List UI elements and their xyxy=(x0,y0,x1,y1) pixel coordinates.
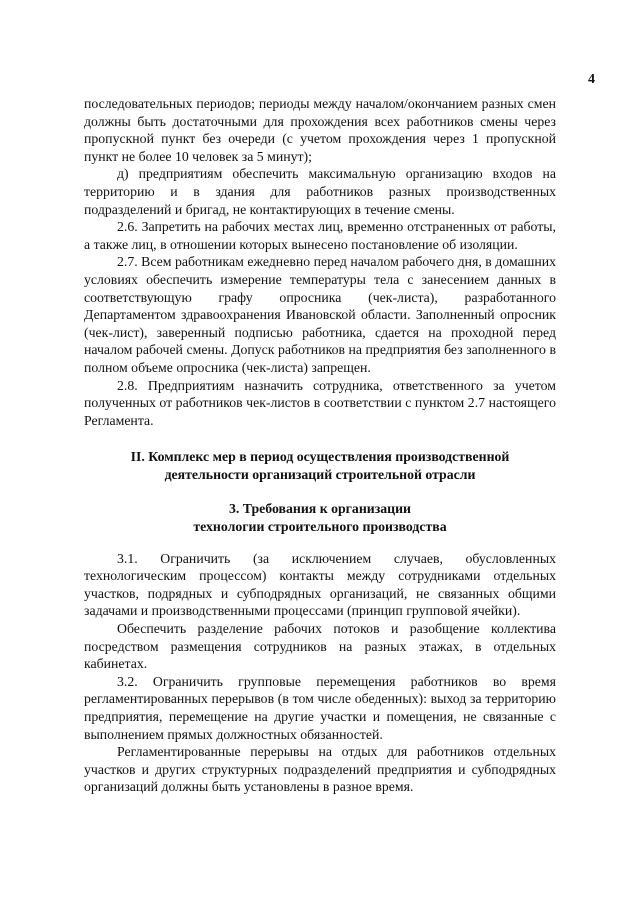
subsection-heading xyxy=(84,500,556,535)
paragraph-d: д) предприятиям обеспечить максимальную организацию входов на территорию и в здания для работников разных производственных подразделений и бригад, не контактирующих в течение смены. xyxy=(84,166,556,217)
paragraph-3-1: 3.1. Ограничить (за исключением случаев, обусловленных технологическим процессом) контакты между сотрудниками отдельных участков, подрядных и субподрядных организаций, не связанных общими задачами и производственными процессами (принцип групповой ячейки). xyxy=(84,550,556,619)
paragraph-2-8: 2.8. Предприятиям назначить сотрудника, ответственного за учетом полученных от работников чек-листов в соответствии с пунктом 2.7 настоящего Регламента. xyxy=(84,377,556,428)
paragraph-2-6: 2.6. Запретить на рабочих местах лиц, временно отстраненных от работы, а также лиц, в отношении которых вынесено постановление об изоляции. xyxy=(84,219,556,252)
section-heading-line1: II. Комплекс мер в период осуществления производственной xyxy=(130,449,510,465)
subsection-heading-line1: 3. Требования к организации xyxy=(228,501,412,517)
paragraph-breaks: Регламентированные перерывы на отдых для работников отдельных участков и других структурных подразделений предприятия и субподрядных организаций должны быть установлены в разное время. xyxy=(84,744,556,795)
document-body xyxy=(84,95,556,796)
page-number: 4 xyxy=(588,72,595,87)
section-heading-line2: деятельности организаций строительной отрасли xyxy=(164,466,476,482)
section-heading xyxy=(84,448,556,483)
subsection-heading-line2: технологии строительного производства xyxy=(193,519,447,535)
paragraph-3-2: 3.2. Ограничить групповые перемещения работников во время регламентированных перерывов (в том числе обеденных): выход за территорию предприятия, перемещение на другие участки и помещения, не связанные с выполнением прямых должностных обязанностей. xyxy=(84,673,556,742)
paragraph-separation: Обеспечить разделение рабочих потоков и разобщение коллектива посредством размещения сотрудников на разных этажах, в отдельных кабинетах. xyxy=(84,621,556,672)
paragraph-2-7: 2.7. Всем работникам ежедневно перед началом рабочего дня, в домашних условиях обеспечить измерение температуры тела с занесением данных в соответствующую графу опросника (чек-листа), разработанного Департаментом здравоохранения Ивановской области. Заполненный опросник (чек-лист), заверенный подписью работника, сдается на проходной перед началом рабочей смены. Допуск работников на предприятия без заполненного в полном объеме опросника (чек-листа) запрещен. xyxy=(84,254,556,375)
paragraph-periods: последовательных периодов; периоды между началом/окончанием разных смен должны быть достаточными для прохождения всех работников смены через пропускной пункт без очереди (с учетом прохождения через 1 пропускной пункт не более 10 человек за 5 минут); xyxy=(84,96,556,164)
